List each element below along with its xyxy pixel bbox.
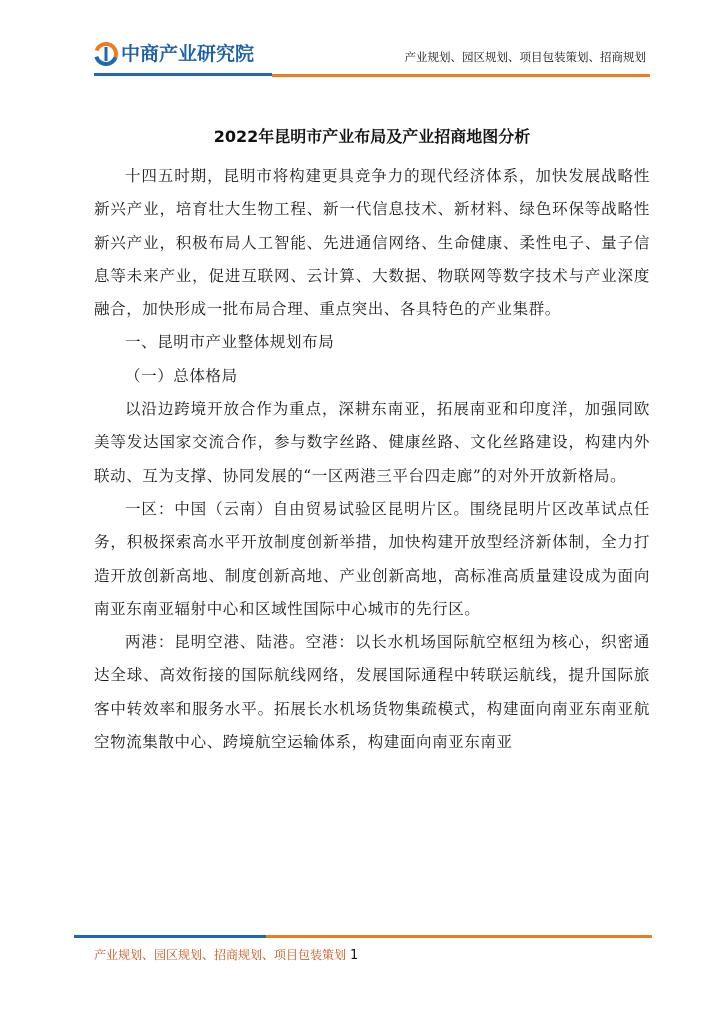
page-number: 1 [350,948,359,963]
footer-rule-blue [74,935,266,938]
footer-tagline: 产业规划、园区规划、招商规划、项目包装策划 [94,948,347,962]
logo-mark-icon [94,42,118,66]
company-logo [94,42,254,66]
logo-text: 中商产业研究院 [121,43,255,65]
page-footer [94,946,358,963]
document-body [94,160,650,759]
page-header [0,0,724,80]
section-heading: 一、昆明市产业整体规划布局 [125,333,335,352]
header-rule-blue [94,73,272,76]
paragraph-two-ports: 两港：昆明空港、陆港。空港：以长水机场国际航空枢纽为核心，织密通达全球、高效衔接的国际航线网络，发展国际通程中转联运航线，提升国际旅客中转效率和服务水平。拓展长水机场货物集疏模式，构建面向南亚东南亚航空物流集散中心、跨境航空运输体系，构建面向南亚东南亚 [94,633,650,752]
header-rule-orange [272,74,650,77]
document-title: 2022年昆明市产业布局及产业招商地图分析 [213,127,531,146]
paragraph-one-zone: 一区：中国（云南）自由贸易试验区昆明片区。围绕昆明片区改革试点任务，积极探索高水平开放制度创新举措，加快构建开放型经济新体制，全力打造开放创新高地、制度创新高地、产业创新高地，高标准高质量建设成为面向南亚东南亚辐射中心和区域性国际中心城市的先行区。 [94,499,650,618]
footer-rule-orange [266,935,652,938]
paragraph-overall-pattern: 以沿边跨境开放合作为重点，深耕东南亚，拓展南亚和印度洋，加强同欧美等发达国家交流合作，参与数字丝路、健康丝路、文化丝路建设，构建内外联动、互为支撑、协同发展的“一区两港三平台四走廊”的对外开放新格局。 [94,400,650,485]
paragraph-intro: 十四五时期，昆明市将构建更具竞争力的现代经济体系，加快发展战略性新兴产业，培育壮大生物工程、新一代信息技术、新材料、绿色环保等战略性新兴产业，积极布局人工智能、先进通信网络、生命健康、柔性电子、量子信息等未来产业，促进互联网、云计算、大数据、物联网等数字技术与产业深度融合，加快形成一批布局合理、重点突出、各具特色的产业集群。 [94,167,650,319]
subsection-heading: （一）总体格局 [125,366,238,385]
header-tagline: 产业规划、园区规划、项目包装策划、招商规划 [404,50,646,64]
